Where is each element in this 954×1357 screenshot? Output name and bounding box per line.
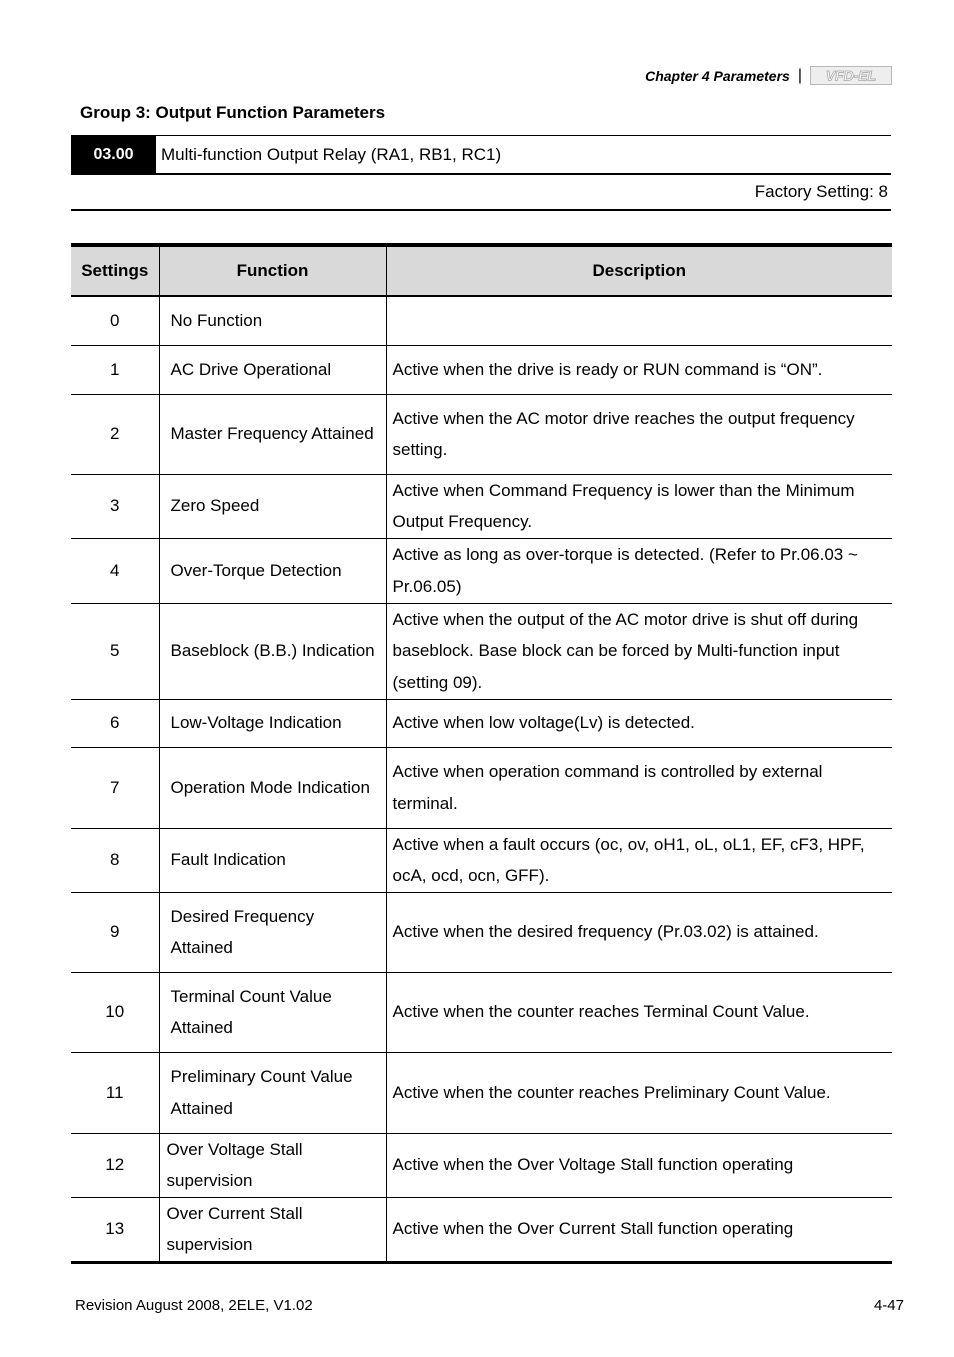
setting-value: 10	[71, 972, 159, 1052]
function-description: Active when the desired frequency (Pr.03.02) is attained.	[386, 892, 892, 972]
setting-value: 9	[71, 892, 159, 972]
table-header-row	[71, 245, 892, 296]
header-separator: |	[797, 66, 802, 84]
table-row	[71, 1133, 892, 1197]
setting-value: 6	[71, 699, 159, 747]
table-row	[71, 603, 892, 699]
function-name: Desired Frequency Attained	[159, 892, 386, 972]
function-description: Active when the output of the AC motor drive is shut off during baseblock. Base block can be forced by Multi-function input (setting 09).	[386, 603, 892, 699]
function-name: Operation Mode Indication	[159, 747, 386, 828]
function-name: Over-Torque Detection	[159, 538, 386, 603]
function-description: Active when the Over Voltage Stall function operating	[386, 1133, 892, 1197]
header-function: Function	[159, 245, 386, 296]
function-description: Active when the drive is ready or RUN command is “ON”.	[386, 345, 892, 394]
table-row	[71, 892, 892, 972]
table-row	[71, 474, 892, 538]
header-settings: Settings	[71, 245, 159, 296]
setting-value: 13	[71, 1197, 159, 1262]
function-name: Preliminary Count Value Attained	[159, 1052, 386, 1133]
setting-value: 0	[71, 296, 159, 345]
table-row	[71, 296, 892, 345]
revision-text: Revision August 2008, 2ELE, V1.02	[75, 1297, 313, 1314]
setting-value: 7	[71, 747, 159, 828]
table-row	[71, 1197, 892, 1262]
function-description: Active when the Over Current Stall function operating	[386, 1197, 892, 1262]
setting-value: 12	[71, 1133, 159, 1197]
function-name: Low-Voltage Indication	[159, 699, 386, 747]
header-description: Description	[386, 245, 892, 296]
settings-table	[71, 243, 892, 1264]
page-number: 4-47	[873, 1297, 904, 1314]
setting-value: 1	[71, 345, 159, 394]
table-row	[71, 394, 892, 474]
function-name: AC Drive Operational	[159, 345, 386, 394]
function-name: Master Frequency Attained	[159, 394, 386, 474]
function-description: Active when operation command is controlled by external terminal.	[386, 747, 892, 828]
parameter-name: Multi-function Output Relay (RA1, RB1, RC1)	[161, 144, 502, 164]
page-footer	[75, 1297, 904, 1314]
vfd-el-logo	[810, 66, 892, 85]
chapter-title: Chapter 4 Parameters	[645, 67, 790, 84]
table-row	[71, 538, 892, 603]
function-name: Baseblock (B.B.) Indication	[159, 603, 386, 699]
group-title: Group 3: Output Function Parameters	[80, 103, 386, 122]
setting-value: 8	[71, 828, 159, 892]
function-description: Active as long as over-torque is detected. (Refer to Pr.06.03 ~ Pr.06.05)	[386, 538, 892, 603]
table-row	[71, 972, 892, 1052]
function-description: Active when the counter reaches Terminal Count Value.	[386, 972, 892, 1052]
table-row	[71, 345, 892, 394]
function-description	[386, 296, 892, 345]
setting-value: 3	[71, 474, 159, 538]
logo-graphic	[813, 68, 889, 83]
factory-setting: Factory Setting: 8	[754, 181, 888, 201]
function-description: Active when low voltage(Lv) is detected.	[386, 699, 892, 747]
function-name: Zero Speed	[159, 474, 386, 538]
table-row	[71, 1052, 892, 1133]
table-row	[71, 699, 892, 747]
logo-text: VFD-EL	[825, 68, 877, 83]
table-row	[71, 828, 892, 892]
function-name: Over Voltage Stall supervision	[159, 1133, 386, 1197]
setting-value: 2	[71, 394, 159, 474]
setting-value: 4	[71, 538, 159, 603]
factory-setting-row	[71, 174, 891, 211]
setting-value: 5	[71, 603, 159, 699]
function-description: Active when a fault occurs (oc, ov, oH1, oL, oL1, EF, cF3, HPF, ocA, ocd, ocn, GFF).	[386, 828, 892, 892]
function-name: Over Current Stall supervision	[159, 1197, 386, 1262]
setting-value: 11	[71, 1052, 159, 1133]
chapter-header	[645, 66, 892, 85]
function-name: Fault Indication	[159, 828, 386, 892]
function-description: Active when the AC motor drive reaches the output frequency setting.	[386, 394, 892, 474]
table-row	[71, 747, 892, 828]
parameter-code: 03.00	[71, 136, 156, 173]
function-name: Terminal Count Value Attained	[159, 972, 386, 1052]
function-name: No Function	[159, 296, 386, 345]
function-description: Active when the counter reaches Preliminary Count Value.	[386, 1052, 892, 1133]
parameter-bar	[71, 135, 891, 175]
function-description: Active when Command Frequency is lower than the Minimum Output Frequency.	[386, 474, 892, 538]
